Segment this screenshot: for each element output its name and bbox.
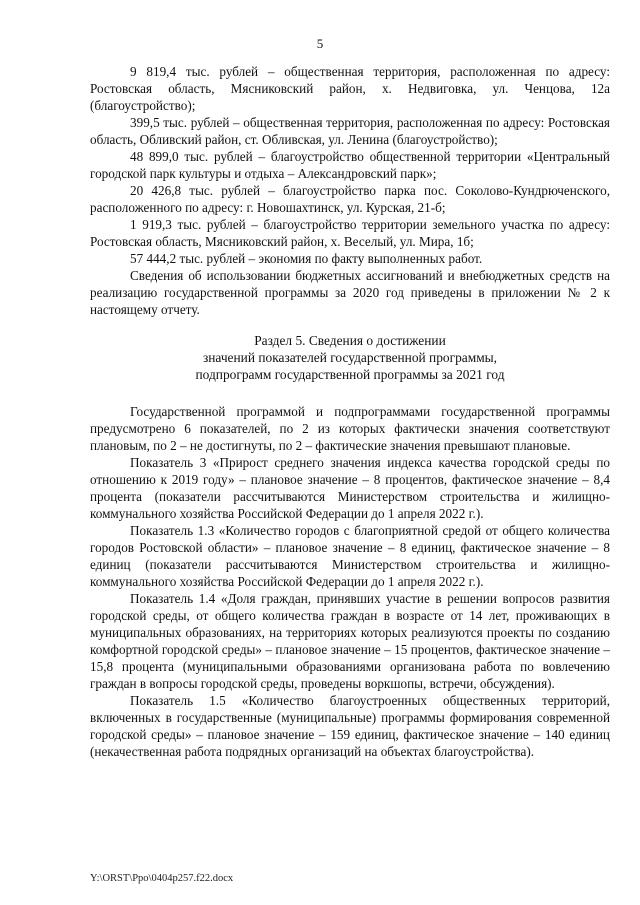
file-path-footer: Y:\ORST\Ppo\0404p257.f22.docx bbox=[90, 873, 234, 884]
page-number: 5 bbox=[316, 36, 324, 51]
paragraph: Сведения об использовании бюджетных ассигнований и внебюджетных средств на реализацию государственной программы за 2020 год приведены в приложении № 2 к настоящему отчету. bbox=[90, 268, 610, 317]
section-body bbox=[90, 403, 610, 760]
heading-line: значений показателей государственной программы, bbox=[202, 350, 498, 365]
paragraph: Показатель 1.5 «Количество благоустроенных общественных территорий, включенных в государственные (муниципальные) программы формирования современной городской среды» – плановое значение – 159 единиц, фактическое значение – 140 единиц (некачественная работа подрядных организаций на объектах благоустройства). bbox=[90, 693, 610, 759]
paragraph: Показатель 1.3 «Количество городов с благоприятной средой от общего количества городов Ростовской области» – плановое значение – 8 единиц, фактическое значение – 8 единиц (показатели рассчитываются Министерством строительства и жилищно-коммунального хозяйства Российской Федерации до 1 апреля 2022 г.). bbox=[90, 523, 610, 589]
paragraph: Показатель 1.4 «Доля граждан, принявших участие в решении вопросов развития городской среды, от общего количества граждан в возрасте от 14 лет, проживающих в муниципальных образованиях, на территориях которых реализуются проекты по созданию комфортной городской среды» – плановое значение – 15 процентов, фактическое значение – 15,8 процента (муниципальными образованиями организована работа по вовлечению граждан в вопросы городской среды, проведены воркшопы, встречи, обсуждения). bbox=[90, 591, 610, 691]
heading-line: подпрограмм государственной программы за 2021 год bbox=[195, 367, 505, 382]
heading-line: Раздел 5. Сведения о достижении bbox=[254, 333, 446, 348]
section-heading bbox=[90, 332, 610, 383]
paragraph: 399,5 тыс. рублей – общественная территория, расположенная по адресу: Ростовская область, Обливский район, ст. Обливская, ул. Ленина (благоустройство); bbox=[90, 115, 610, 147]
paragraph: Государственной программой и подпрограммами государственной программы предусмотрено 6 показателей, по 2 из которых фактически значения соответствуют плановым, по 2 – не достигнуты, по 2 – фактические значения превышают плановые. bbox=[90, 404, 610, 453]
paragraph: 57 444,2 тыс. рублей – экономия по факту выполненных работ. bbox=[130, 251, 483, 266]
funding-list bbox=[90, 63, 610, 318]
paragraph: 48 899,0 тыс. рублей – благоустройство общественной территории «Центральный городской парк культуры и отдыха – Александровский парк»; bbox=[90, 149, 610, 181]
paragraph: 20 426,8 тыс. рублей – благоустройство парка пос. Соколово-Кундрюченского, расположенного по адресу: г. Новошахтинск, ул. Курская, 21-б; bbox=[90, 183, 610, 215]
paragraph: 9 819,4 тыс. рублей – общественная территория, расположенная по адресу: Ростовская область, Мясниковский район, х. Недвиговка, ул. Ченцова, 12а (благоустройство); bbox=[90, 64, 610, 113]
paragraph: 1 919,3 тыс. рублей – благоустройство территории земельного участка по адресу: Ростовская область, Мясниковский район, х. Веселый, ул. Мира, 1б; bbox=[90, 217, 610, 249]
paragraph: Показатель 3 «Прирост среднего значения индекса качества городской среды по отношению к 2019 году» – плановое значение – 8 процентов, фактическое значение – 8,4 процента (показатели рассчитываются Министерством строительства и жилищно-коммунального хозяйства Российской Федерации до 1 апреля 2022 г.). bbox=[90, 455, 610, 521]
